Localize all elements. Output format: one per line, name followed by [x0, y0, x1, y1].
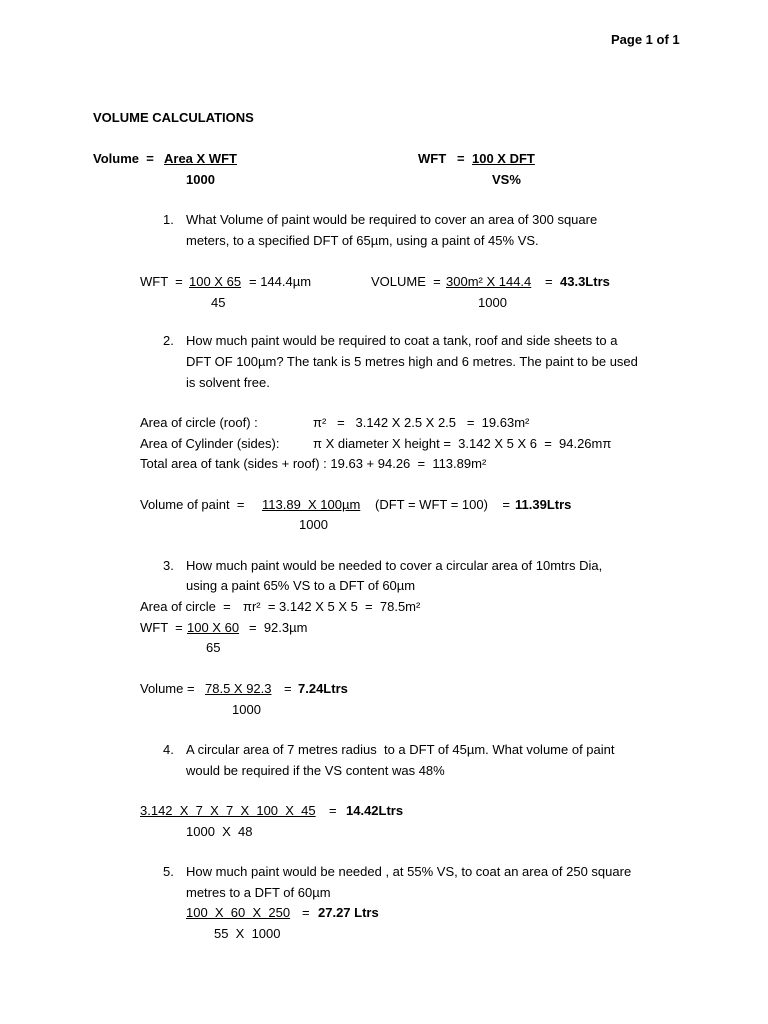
q3-circle-area-label: Area of circle =	[140, 599, 231, 614]
q2-volume-label: Volume of paint =	[140, 497, 245, 512]
question-4-text-line-2: would be required if the VS content was 48%	[186, 763, 445, 778]
q4-calculation-equals: =	[329, 803, 337, 818]
q3-wft-result: = 92.3µm	[249, 620, 308, 635]
q3-wft-numerator: 100 X 60	[187, 620, 240, 635]
q1-volume-denominator: 1000	[478, 295, 507, 310]
q3-wft-denominator: 65	[206, 640, 221, 655]
question-4-text-line-1: A circular area of 7 metres radius to a DFT of 45µm. What volume of paint	[186, 742, 615, 757]
question-3-text-line-2: using a paint 65% VS to a DFT of 60µm	[186, 578, 416, 593]
q2-volume-denominator: 1000	[299, 517, 328, 532]
q3-volume-denominator: 1000	[232, 702, 261, 717]
q1-wft-label: WFT =	[140, 274, 183, 289]
q4-calculation-result: 14.42Ltrs	[346, 803, 404, 818]
question-4-number: 4.	[163, 742, 174, 757]
volume-formula-denominator: 1000	[186, 172, 215, 187]
question-2-number: 2.	[163, 333, 174, 348]
q5-calculation-equals: =	[302, 905, 310, 920]
q2-circle-area-formula: π² = 3.142 X 2.5 X 2.5 = 19.63m²	[313, 415, 530, 430]
page-title: VOLUME CALCULATIONS	[93, 110, 254, 125]
q1-volume-numerator: 300m² X 144.4	[446, 274, 532, 289]
q3-wft-label: WFT =	[140, 620, 183, 635]
q2-volume-result: 11.39Ltrs	[515, 497, 572, 512]
q2-circle-area-label: Area of circle (roof) :	[140, 415, 258, 430]
q4-calculation-denominator: 1000 X 48	[186, 824, 253, 839]
q1-volume-label: VOLUME =	[371, 274, 441, 289]
q3-volume-result: 7.24Ltrs	[298, 681, 348, 696]
question-3-text-line-1: How much paint would be needed to cover a circular area of 10mtrs Dia,	[186, 558, 603, 573]
wft-formula-denominator: VS%	[492, 172, 521, 187]
q3-volume-equals: =	[284, 681, 292, 696]
wft-formula-numerator: 100 X DFT	[472, 151, 535, 166]
question-1-text-line-2: meters, to a specified DFT of 65µm, using a paint of 45% VS.	[186, 233, 539, 248]
q3-volume-label: Volume =	[140, 681, 195, 696]
q3-circle-area-formula: πr² = 3.142 X 5 X 5 = 78.5m²	[243, 599, 421, 614]
q1-wft-numerator: 100 X 65	[189, 274, 242, 289]
question-1-number: 1.	[163, 212, 174, 227]
volume-formula-numerator: Area X WFT	[164, 151, 237, 166]
q1-wft-denominator: 45	[211, 295, 226, 310]
q1-volume-equals: =	[545, 274, 553, 289]
volume-formula-label: Volume =	[93, 151, 154, 166]
q3-volume-numerator: 78.5 X 92.3	[205, 681, 272, 696]
question-2-text-line-2: DFT OF 100µm? The tank is 5 metres high and 6 metres. The paint to be used	[186, 354, 638, 369]
question-3-number: 3.	[163, 558, 174, 573]
question-2-text-line-3: is solvent free.	[186, 375, 270, 390]
q5-calculation-result: 27.27 Ltrs	[318, 905, 379, 920]
q2-cylinder-area-formula: π X diameter X height = 3.142 X 5 X 6 = 94.26mπ	[313, 436, 612, 451]
q2-cylinder-area-label: Area of Cylinder (sides):	[140, 436, 280, 451]
page-number: Page 1 of 1	[611, 32, 680, 47]
q2-volume-numerator: 113.89 X 100µm	[262, 497, 361, 512]
question-5-number: 5.	[163, 864, 174, 879]
question-2-text-line-1: How much paint would be required to coat a tank, roof and side sheets to a	[186, 333, 618, 348]
q1-volume-result: 43.3Ltrs	[560, 274, 610, 289]
question-1-text-line-1: What Volume of paint would be required to cover an area of 300 square	[186, 212, 598, 227]
q4-calculation-numerator: 3.142 X 7 X 7 X 100 X 45	[140, 803, 316, 818]
q1-wft-result: = 144.4µm	[249, 274, 312, 289]
q2-volume-note: (DFT = WFT = 100) =	[375, 497, 510, 512]
question-5-text-line-2: metres to a DFT of 60µm	[186, 885, 331, 900]
q5-calculation-numerator: 100 X 60 X 250	[186, 905, 291, 920]
question-5-text-line-1: How much paint would be needed , at 55% VS, to coat an area of 250 square	[186, 864, 632, 879]
wft-formula-label: WFT =	[418, 151, 465, 166]
q5-calculation-denominator: 55 X 1000	[214, 926, 281, 941]
q2-total-area: Total area of tank (sides + roof) : 19.63 + 94.26 = 113.89m²	[140, 456, 487, 471]
